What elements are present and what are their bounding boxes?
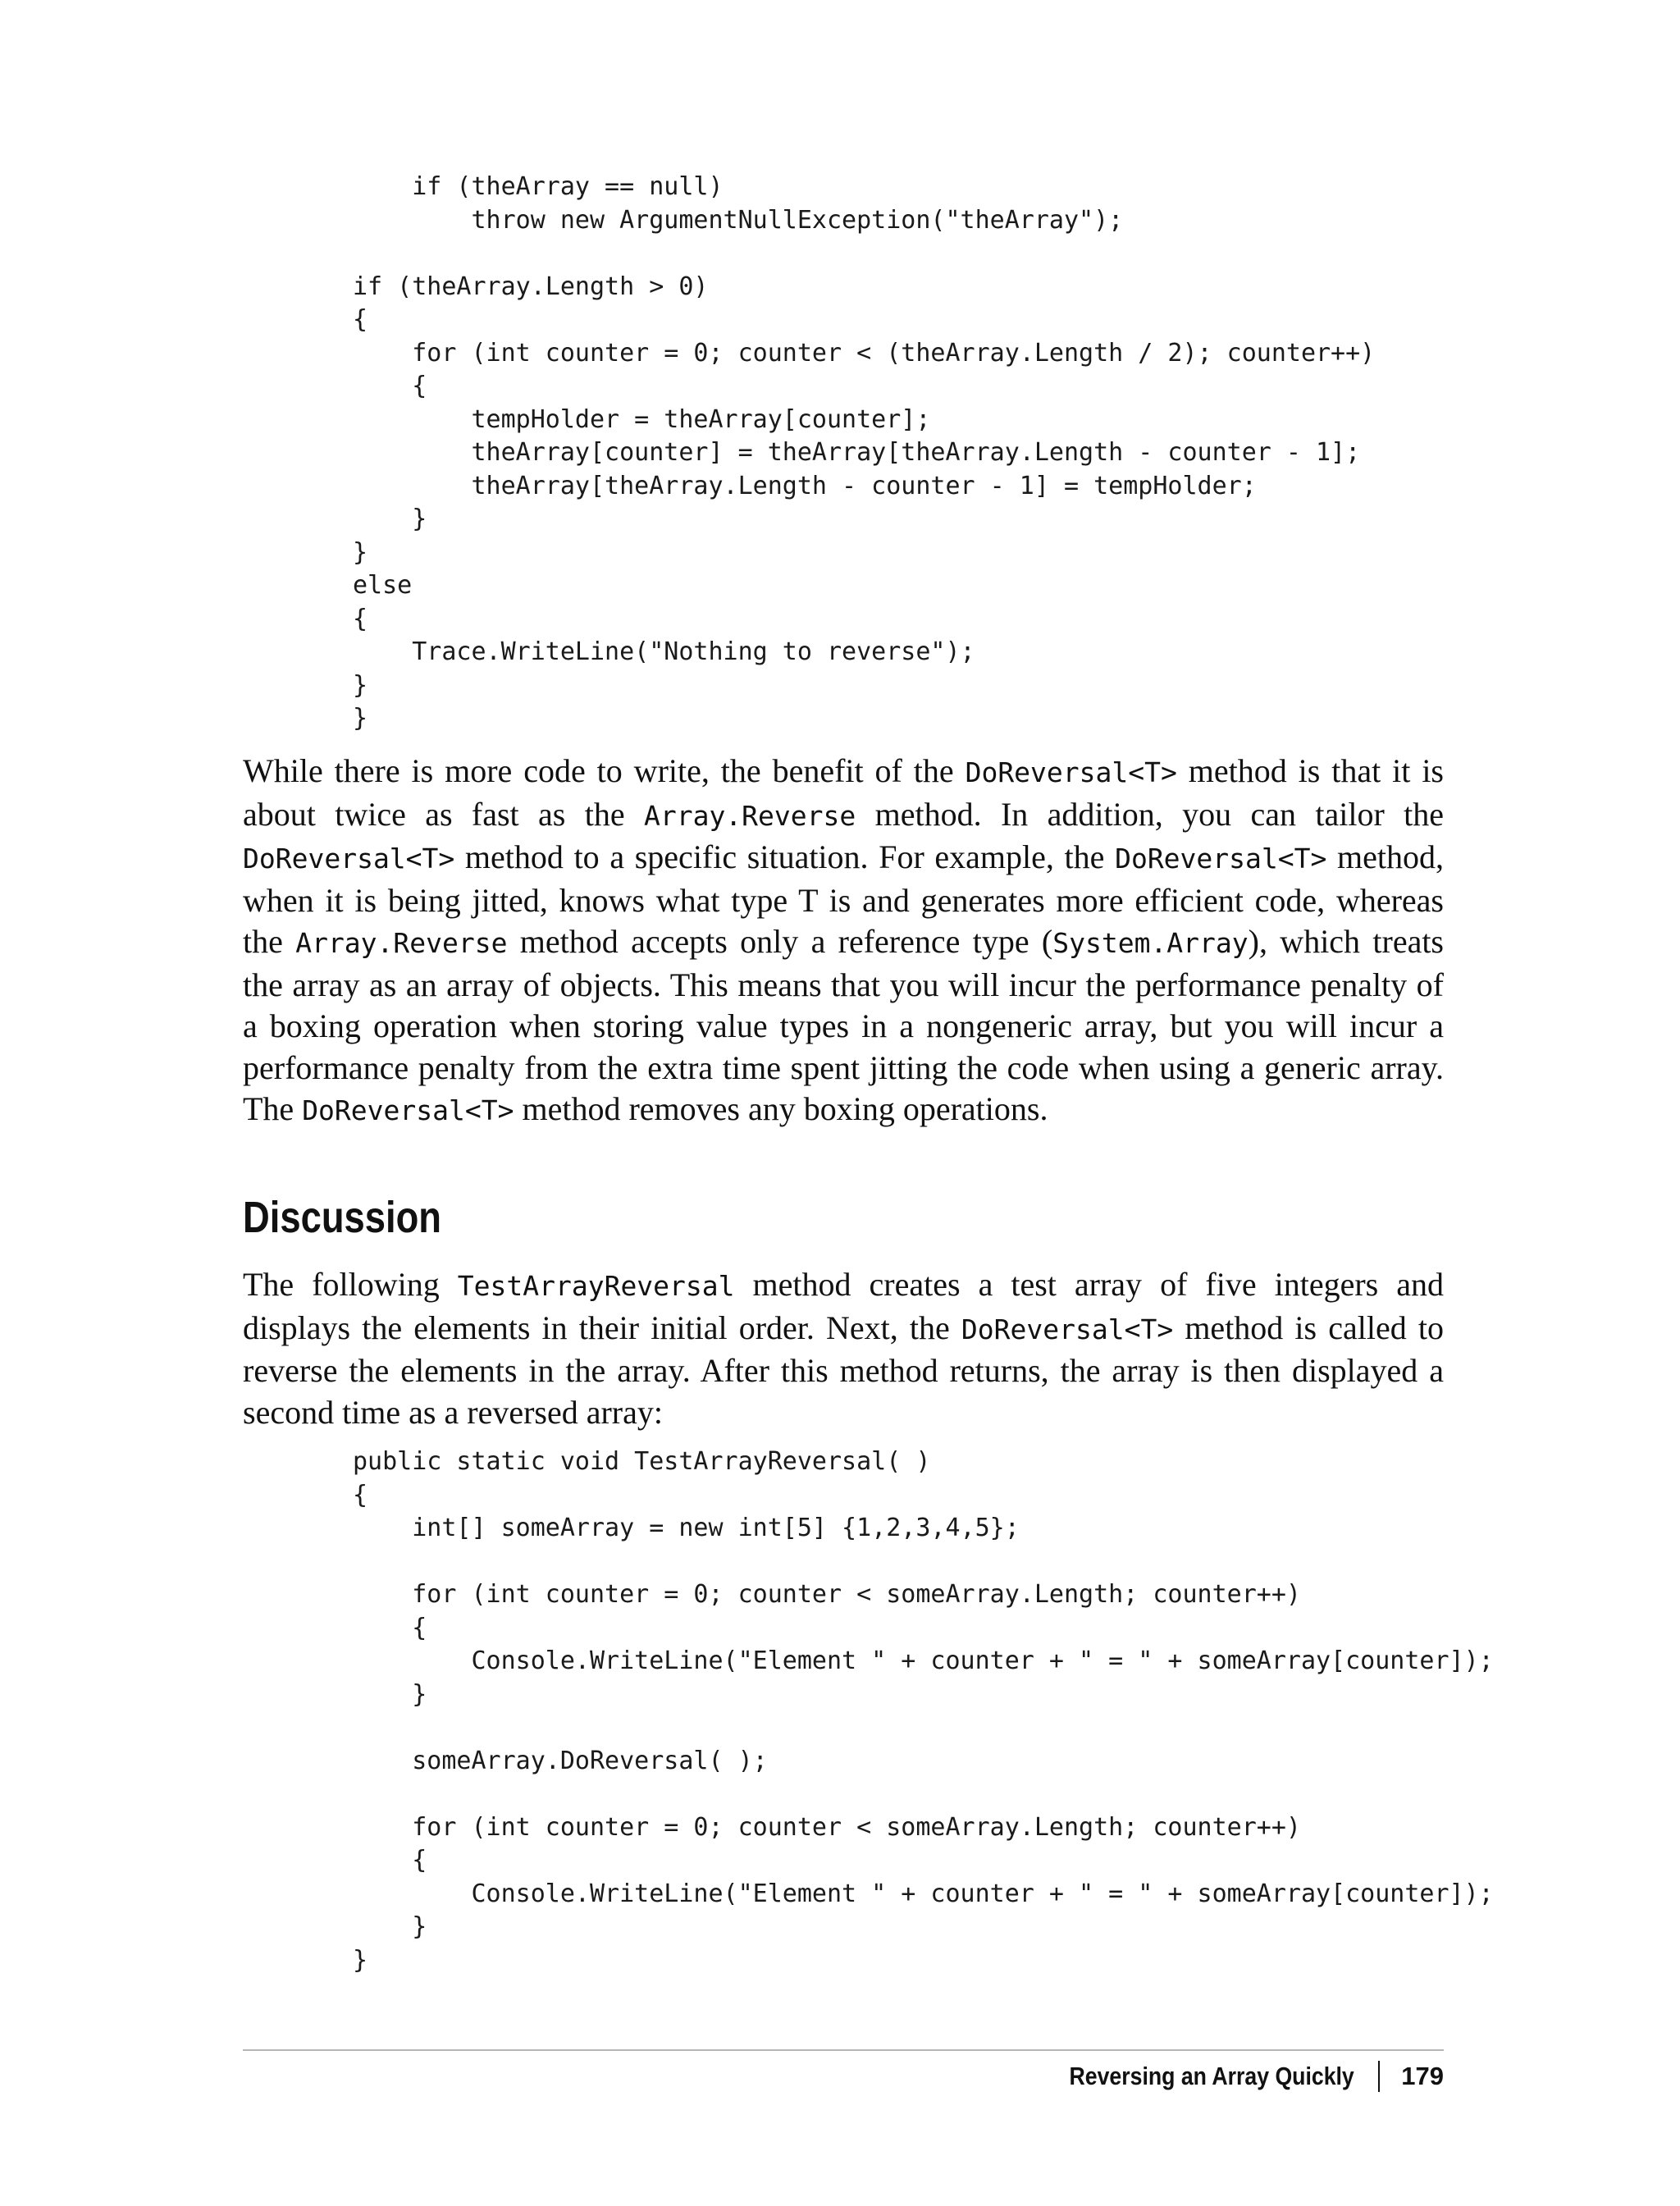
inline-code: Array.Reverse xyxy=(643,799,856,832)
page-footer xyxy=(1023,2060,1445,2093)
page-number: 179 xyxy=(1401,2062,1444,2090)
inline-code: DoReversal<T> xyxy=(961,1313,1174,1345)
footer-divider xyxy=(243,2049,1444,2051)
inline-code: DoReversal<T> xyxy=(965,756,1177,788)
section-heading-discussion: Discussion xyxy=(243,1193,441,1242)
inline-code: DoReversal<T> xyxy=(243,843,455,875)
inline-code: DoReversal<T> xyxy=(1115,843,1327,875)
inline-code: TestArrayReversal xyxy=(457,1270,735,1302)
body-paragraph-performance: While there is more code to write, the benefit of the DoReversal<T> method is that it is about twice as fast as the Array.Reverse method. In addition, you can tailor the DoReversal<T> method to a specific situation. For example, the DoReversal<T> method, when it is being jitted, knows what type T is and generates more efficient code, whereas the Array.Reverse method accepts only a reference type (System.​Array), which treats the array as an array of objects. This means that you will incur the performance penalty of a boxing operation when storing value types in a nongeneric array, but you will incur a performance penalty from the extra time spent jitting the code when using a generic array. The DoReversal<T> method removes any boxing operations. xyxy=(243,752,1445,1127)
inline-code: System.​Array xyxy=(1052,927,1249,959)
body-paragraph-discussion: The following TestArrayReversal method creates a test array of five integers and displays the elements in their initial order. Next, the DoReversal<T> method is called to reverse the elements in the array. After this method returns, the array is then displayed a second time as a reversed array: xyxy=(243,1266,1444,1431)
footer-chapter-title: Reversing an Array Quickly xyxy=(1069,2062,1354,2090)
code-listing-top: if (theArray == null) throw new ArgumentNullException("theArray"); if (theArray.Length > 0) { for (int counter = 0; counter < (theArray.Length / 2); counter++) { tempHolder = theArray[counter]; theArray[counter] = theArray[theArray.Length - counter - 1]; theArray[theArray.Length - counter - 1] = tempHolder; } } else { Trace.WriteLine("Nothing to reverse"); } } xyxy=(353,172,1376,733)
code-listing-test-array-reversal: public static void TestArrayReversal( ) { int[] someArray = new int[5] {1,2,3,4,5}; for (int counter = 0; counter < someArray.Length; counter++) { Console.WriteLine("Element " + counter + " = " + someArray[counter]); } someArray.DoReversal( ); for (int counter = 0; counter < someArray.Length; counter++) { Console.WriteLine("Element " + counter + " = " + someArray[counter]); } } xyxy=(353,1447,1494,1975)
footer-separator xyxy=(1378,2061,1380,2092)
inline-code: DoReversal<T> xyxy=(302,1094,514,1126)
inline-code: Array.Reverse xyxy=(295,927,508,959)
